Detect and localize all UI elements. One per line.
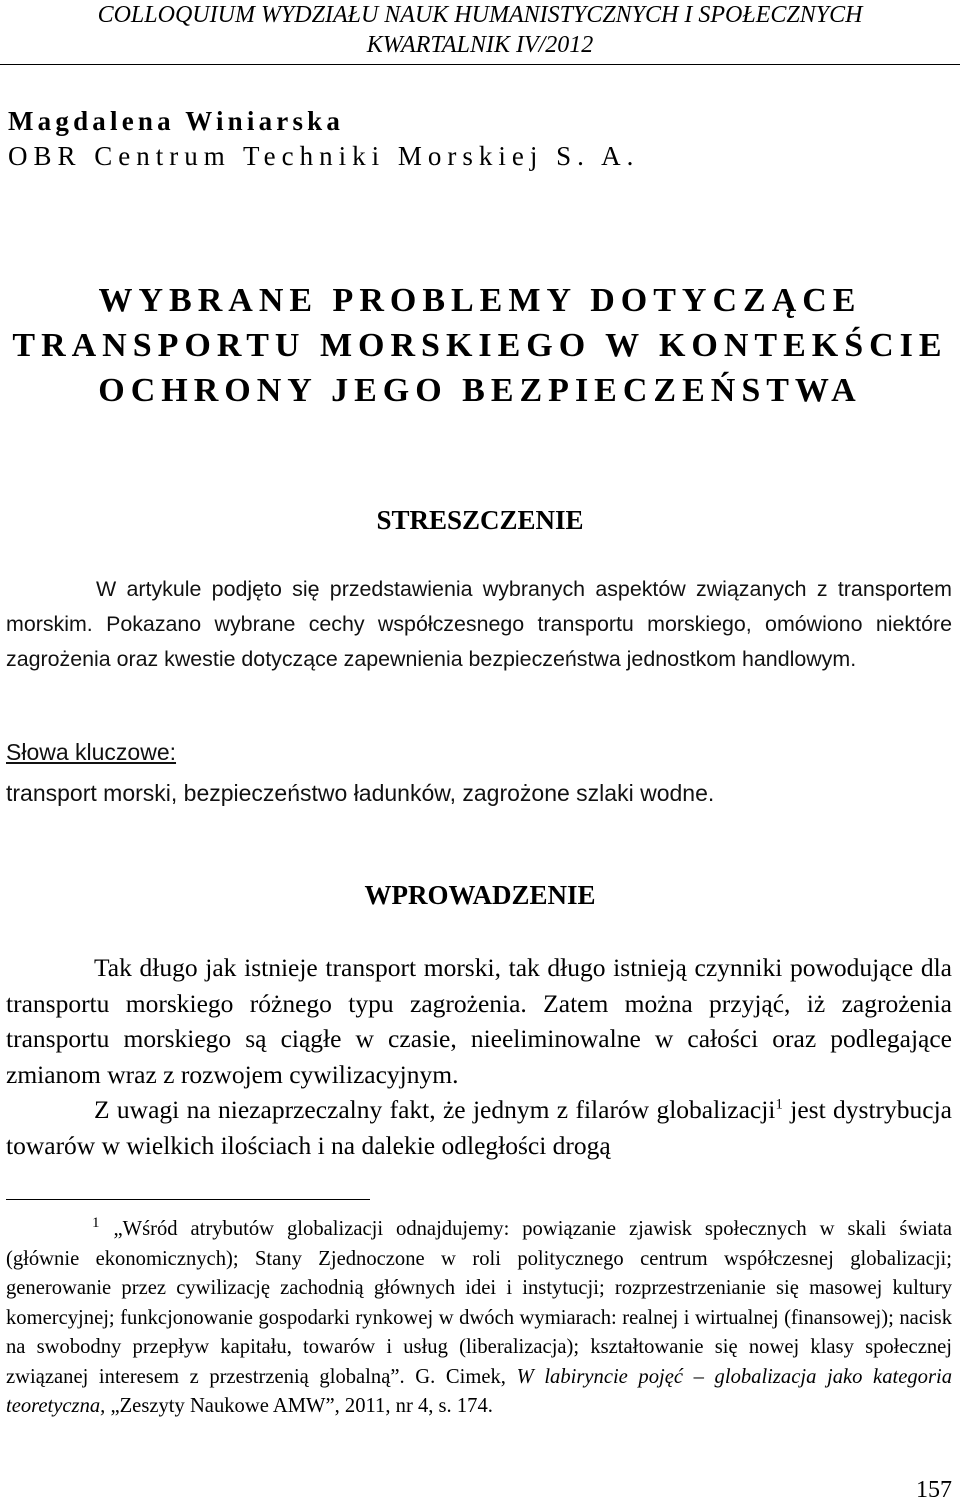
footnote-citation: „Zeszyty Naukowe AMW”, 2011, nr 4, s. 174. [105,1395,493,1417]
title-line-1: WYBRANE PROBLEMY DOTYCZĄCE [98,282,862,319]
keywords-label: Słowa kluczowe: [6,739,177,765]
paragraph-2-text-start: Z uwagi na niezaprzeczalny fakt, że jednym z filarów globalizacji [94,1095,776,1124]
keywords-text: transport morski, bezpieczeństwo ładunków, zagrożone szlaki wodne. [6,780,715,806]
footnote-quote: „Wśród atrybutów globalizacji odnajdujemy: powiązanie zjawisk społecznych w skali świata (głównie ekonomicznych); Stany Zjednoczone w roli politycznego centrum współczesnej globalizacji; generowanie przez cywilizację zachodnią głównych idei i instytucji; rozprzestrzenianie się masowej kultury komercyjnej; funkcjonowanie gospodarki rynkowej w dwóch wymiarach: realnej i wirtualnej (finansowej); nacisk na swobodny przepływ kapitału, towarów i usług (liberalizacja); kształtowanie się nowej klasy społecznej związanej interesem z przestrzenią globalną”. G. Cimek, [6,1218,952,1388]
abstract-body [6,572,952,677]
journal-header [0,0,960,60]
footnote-divider [6,1199,370,1200]
introduction-heading: WPROWADZENIE [364,880,596,910]
title-line-3: OCHRONY JEGO BEZPIECZEŃSTWA [98,372,862,409]
footnote-text [6,1215,952,1422]
footnote-mark: 1 [92,1215,100,1232]
introduction-paragraph-1: Tak długo jak istnieje transport morski, tak długo istnieją czynniki powodujące dla transportu morskiego różnego typu zagrożenia. Zatem można przyjąć, iż zagrożenia transportu morskiego są ciągłe w czasie, nieeliminowalne w całości oraz podlegające zmianom wraz z rozwojem cywilizacyjnym. [6,953,952,1089]
header-divider [0,64,960,65]
page-number: 157 [916,1477,952,1503]
journal-name: COLLOQUIUM WYDZIAŁU NAUK HUMANISTYCZNYCH I SPOŁECZNYCH [97,2,863,28]
journal-issue: KWARTALNIK IV/2012 [366,32,594,58]
abstract-heading: STRESZCZENIE [376,505,584,535]
author-affiliation: OBR Centrum Techniki Morskiej S. A. [8,141,640,171]
author-name: Magdalena Winiarska [8,106,345,136]
footnote-reference[interactable]: 1 [775,1096,783,1113]
title-line-2: TRANSPORTU MORSKIEGO W KONTEKŚCIE [12,327,948,364]
footnote-book-title: W labiryncie pojęć – globalizacja jako kategoria teoretyczna, [6,1365,952,1417]
paragraph-2-text-end: jest dystrybucja towarów w wielkich ilościach i na dalekie odległości drogą [6,1095,952,1160]
footnote [6,1215,952,1422]
introduction-paragraph-2 [6,1092,952,1163]
abstract-text: W artykule podjęto się przedstawienia wybranych aspektów związanych z transportem morskim. Pokazano wybrane cechy współczesnego transportu morskiego, omówiono niektóre zagrożenia oraz kwestie dotyczące zapewnienia bezpieczeństwa jednostkom handlowym. [6,577,952,671]
introduction-body [6,950,952,1163]
article-title [0,278,960,413]
